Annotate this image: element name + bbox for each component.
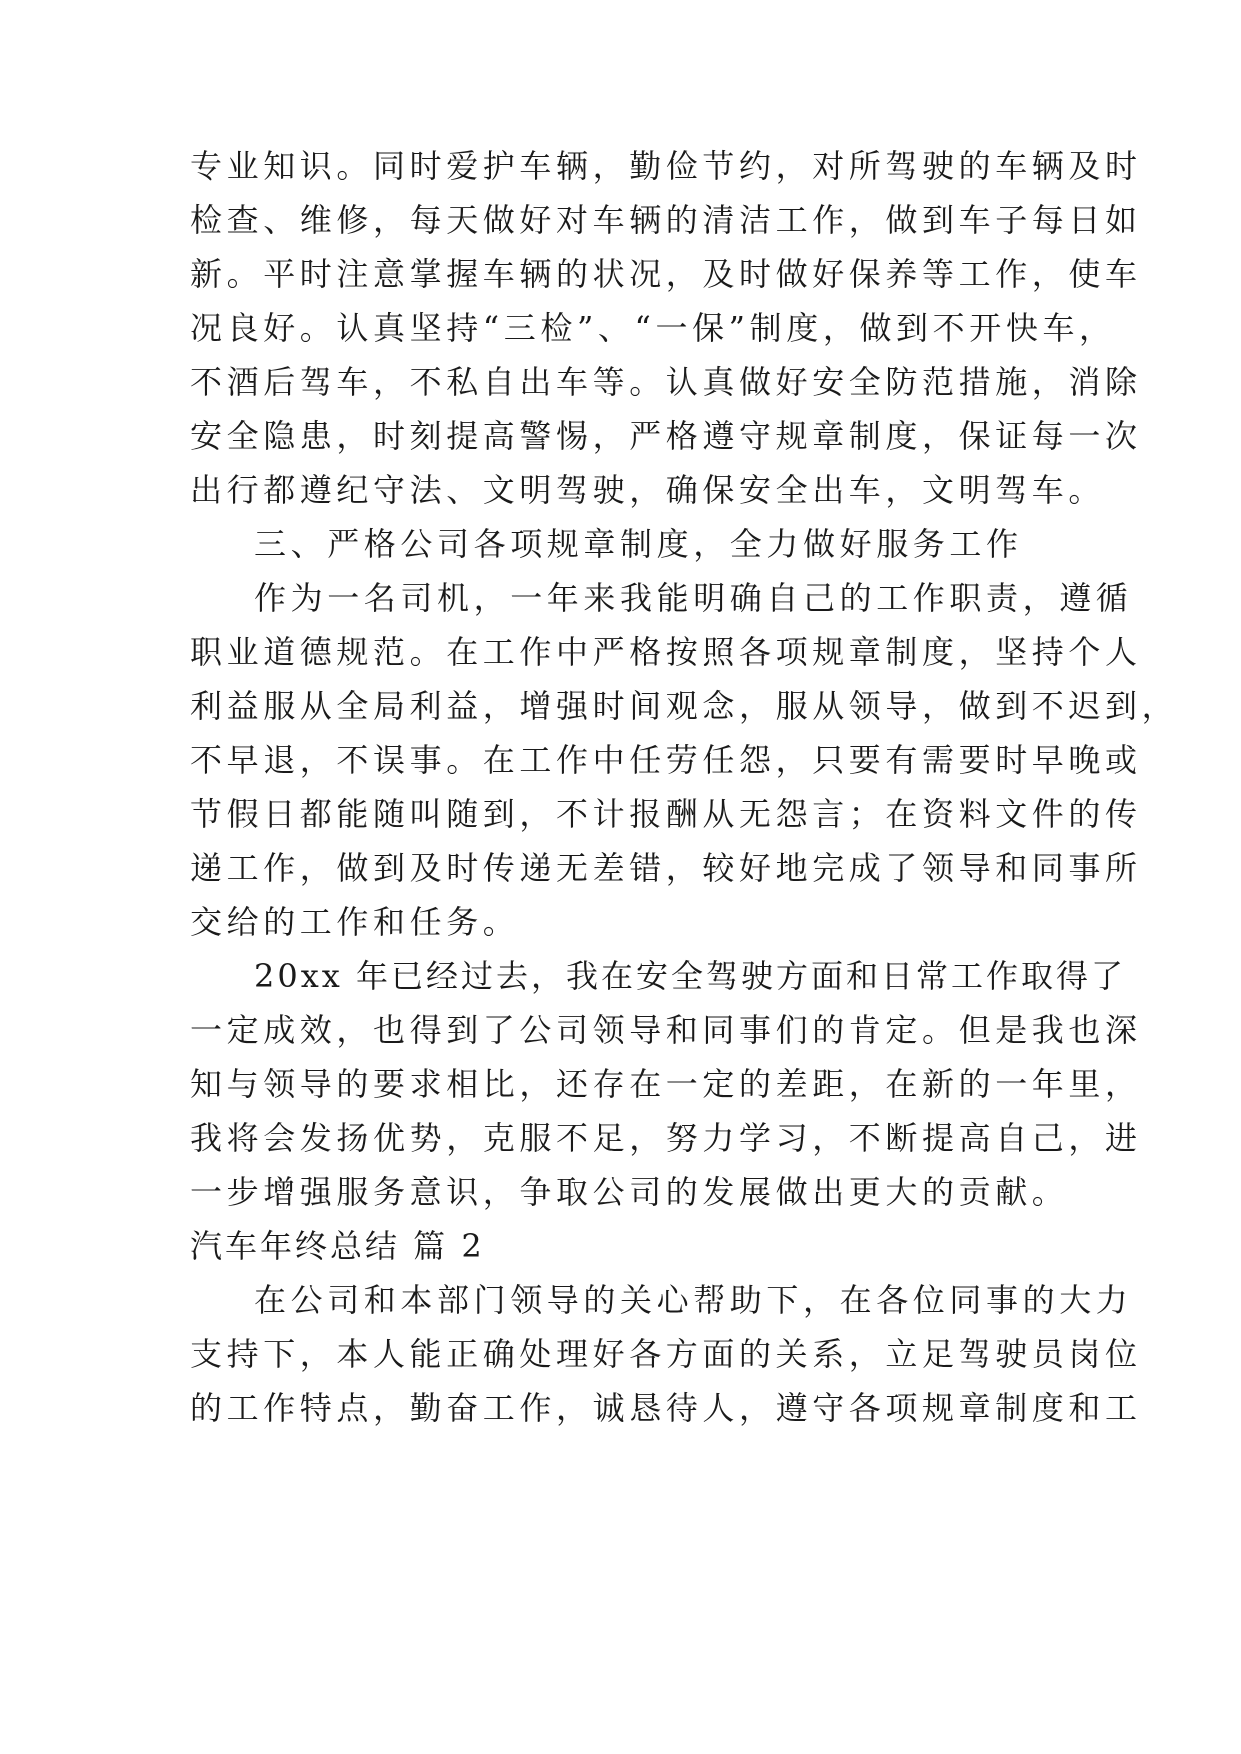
body-line: 交给的工作和任务。	[190, 903, 520, 941]
body-line: 况良好。认真坚持“三检”、“一保”制度，做到不开快车，	[190, 309, 1116, 347]
body-line: 新。平时注意掌握车辆的状况，及时做好保养等工作，使车	[190, 255, 1142, 293]
body-line: 递工作，做到及时传递无差错，较好地完成了领导和同事所	[190, 849, 1142, 887]
body-line: 检查、维修，每天做好对车辆的清洁工作，做到车子每日如	[190, 201, 1142, 239]
body-line: 不酒后驾车，不私自出车等。认真做好安全防范措施，消除	[190, 363, 1142, 401]
body-line: 职业道德规范。在工作中严格按照各项规章制度，坚持个人	[190, 633, 1142, 671]
body-line: 作为一名司机，一年来我能明确自己的工作职责，遵循	[254, 579, 1133, 617]
body-line: 不早退，不误事。在工作中任劳任怨，只要有需要时早晚或	[190, 741, 1142, 779]
body-line: 节假日都能随叫随到，不计报酬从无怨言；在资料文件的传	[190, 795, 1142, 833]
body-line: 在公司和本部门领导的关心帮助下，在各位同事的大力	[254, 1281, 1133, 1319]
body-line: 出行都遵纪守法、文明驾驶，确保安全出车，文明驾车。	[190, 471, 1106, 509]
body-line: 知与领导的要求相比，还存在一定的差距，在新的一年里，	[190, 1065, 1142, 1103]
body-line: 安全隐患，时刻提高警惕，严格遵守规章制度，保证每一次	[190, 417, 1142, 455]
body-line: 的工作特点，勤奋工作，诚恳待人，遵守各项规章制度和工	[190, 1389, 1142, 1427]
body-line: 一定成效，也得到了公司领导和同事们的肯定。但是我也深	[190, 1011, 1142, 1049]
body-line: 支持下，本人能正确处理好各方面的关系，立足驾驶员岗位	[190, 1335, 1142, 1373]
body-line: 一步增强服务意识，争取公司的发展做出更大的贡献。	[190, 1173, 1069, 1211]
body-line: 专业知识。同时爱护车辆，勤俭节约，对所驾驶的车辆及时	[190, 147, 1142, 185]
body-line: 我将会发扬优势，克服不足，努力学习，不断提高自己，进	[190, 1119, 1142, 1157]
article-heading: 汽车年终总结 篇 2	[190, 1227, 485, 1265]
body-line: 利益服从全局利益，增强时间观念，服从领导，做到不迟到，	[190, 687, 1179, 725]
body-line: 20xx 年已经过去，我在安全驾驶方面和日常工作取得了	[254, 957, 1126, 995]
section-heading: 三、严格公司各项规章制度，全力做好服务工作	[254, 525, 1023, 563]
